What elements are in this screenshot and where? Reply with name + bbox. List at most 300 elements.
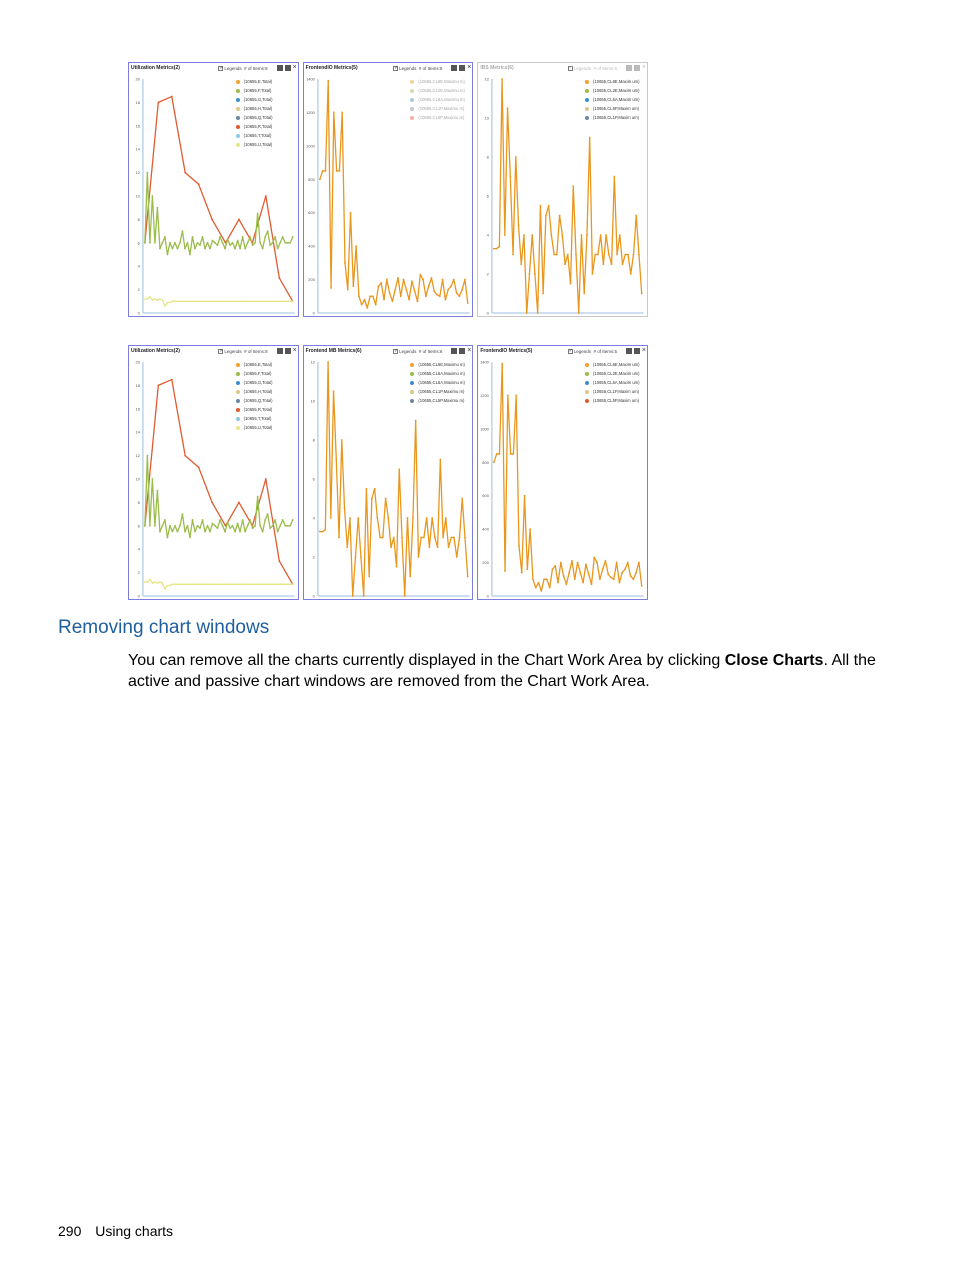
chart-window[interactable] xyxy=(477,62,648,317)
data-point xyxy=(159,298,161,300)
legend-item[interactable] xyxy=(410,371,470,376)
data-point xyxy=(425,295,427,297)
data-point xyxy=(197,583,199,585)
legend-marker-icon xyxy=(236,107,240,111)
data-point xyxy=(217,244,219,246)
data-point xyxy=(436,546,438,548)
data-point xyxy=(455,292,457,294)
legend-item[interactable] xyxy=(585,389,645,394)
legend-item[interactable] xyxy=(585,380,645,385)
data-point xyxy=(289,525,291,527)
legend-item[interactable] xyxy=(236,416,296,421)
data-point xyxy=(207,525,209,527)
data-point xyxy=(622,263,624,265)
legend-item[interactable] xyxy=(585,398,645,403)
legend-label: (10655,CL6A,Maximu m) xyxy=(418,380,465,385)
data-point xyxy=(384,498,386,500)
data-point xyxy=(182,230,184,232)
data-point xyxy=(244,248,246,250)
data-point xyxy=(169,242,171,244)
legend-marker-icon xyxy=(236,143,240,147)
chart-window[interactable] xyxy=(128,62,299,317)
legend-label: (10655,CL6A,Maxim um) xyxy=(593,380,640,385)
close-icon[interactable]: × xyxy=(467,347,472,354)
data-point xyxy=(527,568,529,570)
export-icon[interactable] xyxy=(285,348,291,354)
data-point xyxy=(224,531,226,533)
data-point xyxy=(252,300,254,302)
data-point xyxy=(237,523,239,525)
data-point xyxy=(369,295,371,297)
legend-item[interactable] xyxy=(410,97,470,102)
data-point xyxy=(376,517,378,519)
legend-item[interactable] xyxy=(236,106,296,111)
data-point xyxy=(224,248,226,250)
data-point xyxy=(597,254,599,256)
data-point xyxy=(252,583,254,585)
data-point xyxy=(636,572,638,574)
data-point xyxy=(204,531,206,533)
data-point xyxy=(207,242,209,244)
data-point xyxy=(174,300,176,302)
data-point xyxy=(292,236,294,238)
legend-item[interactable] xyxy=(585,88,645,93)
legend-item[interactable] xyxy=(410,398,470,403)
data-point xyxy=(343,507,345,509)
chart-window[interactable] xyxy=(128,345,299,600)
legend-item[interactable] xyxy=(236,371,296,376)
data-point xyxy=(237,583,239,585)
data-point xyxy=(493,461,495,463)
chart-window-title: Utilization Metrics(2) xyxy=(131,65,180,71)
data-point xyxy=(411,280,413,282)
data-point xyxy=(171,379,173,381)
close-icon[interactable]: × xyxy=(641,64,647,71)
data-point xyxy=(354,556,356,558)
chart-window-title: FrontendIO Metrics(5) xyxy=(305,65,358,71)
data-point xyxy=(597,562,599,564)
legend-marker-icon xyxy=(410,372,414,376)
legends-checkbox[interactable] xyxy=(568,348,591,355)
legend-label: (10655,CL5P,Maximu m) xyxy=(418,398,465,403)
legends-checkbox[interactable] xyxy=(218,348,241,355)
data-point xyxy=(217,583,219,585)
legend-label: (10655,CL5P,Maxim um) xyxy=(593,398,640,403)
data-point xyxy=(504,234,506,236)
legend-marker-icon xyxy=(236,363,240,367)
data-point xyxy=(259,583,261,585)
data-point xyxy=(238,502,240,504)
legend-item[interactable] xyxy=(410,106,470,111)
legend-item[interactable] xyxy=(410,362,470,367)
data-point xyxy=(570,283,572,285)
data-point xyxy=(360,556,362,558)
legends-checkbox[interactable] xyxy=(393,65,416,72)
legend-marker-icon xyxy=(585,372,589,376)
legend-item[interactable] xyxy=(236,133,296,138)
data-point xyxy=(239,531,241,533)
data-point xyxy=(144,525,146,527)
data-point xyxy=(453,537,455,539)
data-point xyxy=(265,478,267,480)
chart-window-titlebar[interactable] xyxy=(478,346,647,357)
close-icon[interactable]: × xyxy=(467,64,472,71)
close-icon[interactable]: × xyxy=(292,347,297,354)
y-tick-label: 14 xyxy=(135,146,140,152)
data-point xyxy=(197,300,199,302)
data-point xyxy=(619,582,621,584)
legend-item[interactable] xyxy=(236,407,296,412)
legend-marker-icon xyxy=(410,399,414,403)
data-point xyxy=(277,583,279,585)
data-point xyxy=(239,300,241,302)
data-point xyxy=(544,578,546,580)
data-point xyxy=(227,238,229,240)
export-icon[interactable] xyxy=(634,348,640,354)
chart-window-titlebar[interactable] xyxy=(129,346,298,357)
data-point xyxy=(379,537,381,539)
data-point xyxy=(198,183,200,185)
data-point xyxy=(466,302,468,304)
data-point xyxy=(502,363,504,365)
chart-window-titlebar[interactable] xyxy=(304,63,473,74)
chart-window[interactable] xyxy=(303,62,474,317)
data-point xyxy=(346,546,348,548)
data-point xyxy=(227,521,229,523)
legend-marker-icon xyxy=(236,399,240,403)
data-point xyxy=(442,537,444,539)
data-point xyxy=(499,453,501,455)
data-point xyxy=(154,242,156,244)
legend-item[interactable] xyxy=(236,380,296,385)
legend-item[interactable] xyxy=(236,425,296,430)
data-point xyxy=(398,468,400,470)
data-point xyxy=(259,525,261,527)
data-point xyxy=(189,300,191,302)
data-point xyxy=(584,293,586,295)
data-point xyxy=(234,300,236,302)
data-point xyxy=(532,578,534,580)
data-point xyxy=(613,578,615,580)
legend-item[interactable] xyxy=(236,88,296,93)
legend-marker-icon xyxy=(410,89,414,93)
body-text-before: You can remove all the charts currently displayed in the Chart Work Area by clicking xyxy=(128,652,725,669)
save-icon[interactable] xyxy=(626,65,632,71)
data-point xyxy=(177,248,179,250)
data-point xyxy=(214,583,216,585)
data-point xyxy=(234,583,236,585)
data-point xyxy=(349,212,351,214)
data-point xyxy=(269,300,271,302)
data-point xyxy=(189,254,191,256)
legend-marker-icon xyxy=(236,372,240,376)
legend-item[interactable] xyxy=(236,115,296,120)
data-point xyxy=(277,300,279,302)
data-point xyxy=(595,254,597,256)
legend-label: (10655,U,Total) xyxy=(243,142,273,147)
data-point xyxy=(516,395,518,397)
data-point xyxy=(164,588,166,590)
data-point xyxy=(401,537,403,539)
chart-window-titlebar[interactable] xyxy=(129,63,298,74)
y-tick-label: 12 xyxy=(484,76,490,82)
data-point xyxy=(184,531,186,533)
data-point xyxy=(510,453,512,455)
legend-item[interactable] xyxy=(410,79,470,84)
y-tick-label: 18 xyxy=(135,382,140,388)
data-point xyxy=(209,248,211,250)
y-tick-label: 0 xyxy=(487,593,490,599)
data-point xyxy=(510,176,512,178)
data-point xyxy=(496,453,498,455)
data-point xyxy=(222,525,224,527)
data-point xyxy=(371,498,373,500)
legend-marker-icon xyxy=(236,426,240,430)
export-icon[interactable] xyxy=(634,65,640,71)
data-point xyxy=(187,525,189,527)
save-icon[interactable] xyxy=(451,348,457,354)
data-point xyxy=(588,573,590,575)
save-icon[interactable] xyxy=(626,348,632,354)
data-point xyxy=(279,300,281,302)
data-point xyxy=(172,531,174,533)
data-point xyxy=(149,242,151,244)
data-point xyxy=(144,298,146,300)
data-point xyxy=(267,583,269,585)
data-point xyxy=(436,294,438,296)
chart-window-title: IBS Metrics(6) xyxy=(480,65,514,71)
legends-label: Legends xyxy=(399,349,417,354)
data-point xyxy=(172,583,174,585)
save-icon[interactable] xyxy=(451,65,457,71)
data-point xyxy=(630,273,632,275)
legend-item[interactable] xyxy=(585,362,645,367)
legend-marker-icon xyxy=(585,390,589,394)
chart-work-area-screenshot-bottom xyxy=(128,345,648,600)
data-point xyxy=(202,236,204,238)
data-point xyxy=(272,242,274,244)
close-icon[interactable]: × xyxy=(292,64,297,71)
data-point xyxy=(560,562,562,564)
data-point xyxy=(211,219,213,221)
data-point xyxy=(238,219,240,221)
legend-item[interactable] xyxy=(236,362,296,367)
data-point xyxy=(423,537,425,539)
data-point xyxy=(441,279,443,281)
data-point xyxy=(227,583,229,585)
data-point xyxy=(600,234,602,236)
export-icon[interactable] xyxy=(285,65,291,71)
data-point xyxy=(523,234,525,236)
data-point xyxy=(282,583,284,585)
data-point xyxy=(234,531,236,533)
data-point xyxy=(461,498,463,500)
legend-item[interactable] xyxy=(236,142,296,147)
data-point xyxy=(257,583,259,585)
legends-checkbox[interactable] xyxy=(393,348,416,355)
data-point xyxy=(380,282,382,284)
data-point xyxy=(569,572,571,574)
data-point xyxy=(209,583,211,585)
data-point xyxy=(633,578,635,580)
page-number: 290 xyxy=(58,1223,82,1239)
data-point xyxy=(386,279,388,281)
legend-item[interactable] xyxy=(585,106,645,111)
data-point xyxy=(546,578,548,580)
data-point xyxy=(507,107,509,109)
save-icon[interactable] xyxy=(277,348,283,354)
y-tick-label: 1200 xyxy=(480,392,490,398)
data-point xyxy=(274,583,276,585)
data-point xyxy=(212,523,214,525)
data-point xyxy=(575,254,577,256)
data-point xyxy=(199,300,201,302)
y-tick-label: 4 xyxy=(312,515,315,521)
data-point xyxy=(179,242,181,244)
legend-marker-icon xyxy=(236,89,240,93)
data-point xyxy=(207,300,209,302)
export-icon[interactable] xyxy=(459,348,465,354)
data-point xyxy=(229,244,231,246)
legend-item[interactable] xyxy=(410,115,470,120)
data-point xyxy=(222,583,224,585)
data-point xyxy=(264,300,266,302)
data-point xyxy=(521,572,523,574)
legend-item[interactable] xyxy=(236,124,296,129)
data-point xyxy=(365,488,367,490)
data-point xyxy=(362,595,364,597)
legend-marker-icon xyxy=(236,80,240,84)
data-point xyxy=(174,242,176,244)
data-point xyxy=(551,234,553,236)
legends-checkbox[interactable] xyxy=(568,65,591,72)
chart-window-titlebar[interactable] xyxy=(304,346,473,357)
legend-item[interactable] xyxy=(410,389,470,394)
legend-marker-icon xyxy=(236,134,240,138)
data-point xyxy=(157,101,159,103)
data-point xyxy=(327,80,329,82)
legend-item[interactable] xyxy=(585,79,645,84)
data-point xyxy=(594,557,596,559)
chart-window[interactable] xyxy=(477,345,648,600)
data-point xyxy=(272,583,274,585)
export-icon[interactable] xyxy=(459,65,465,71)
y-tick-label: 20 xyxy=(135,359,140,365)
legend-item[interactable] xyxy=(585,371,645,376)
legend-item[interactable] xyxy=(410,88,470,93)
data-point xyxy=(159,248,161,250)
y-tick-label: 16 xyxy=(135,406,140,412)
data-point xyxy=(502,78,504,80)
data-point xyxy=(265,195,267,197)
legend-marker-icon xyxy=(410,116,414,120)
data-point xyxy=(603,263,605,265)
chart-work-area-screenshot-top xyxy=(128,62,648,317)
data-point xyxy=(619,234,621,236)
data-point xyxy=(239,583,241,585)
y-tick-label: 6 xyxy=(137,523,140,529)
data-point xyxy=(267,300,269,302)
data-point xyxy=(267,513,269,515)
data-point xyxy=(450,537,452,539)
data-point xyxy=(390,546,392,548)
legend-marker-icon xyxy=(585,80,589,84)
items-count: # of Items:5 xyxy=(593,349,618,354)
data-point xyxy=(332,390,334,392)
legend-item[interactable] xyxy=(585,115,645,120)
legend-item[interactable] xyxy=(236,398,296,403)
legend-label: (10655,CL6A,Maxim um) xyxy=(593,97,640,102)
data-point xyxy=(611,263,613,265)
data-point xyxy=(580,572,582,574)
data-point xyxy=(254,583,256,585)
legend-label: (10655,H,Total) xyxy=(243,389,273,394)
data-point xyxy=(284,242,286,244)
data-point xyxy=(272,525,274,527)
data-point xyxy=(262,583,264,585)
legend-label: (10655,CL6A,Maximu m) xyxy=(418,97,465,102)
data-point xyxy=(194,583,196,585)
save-icon[interactable] xyxy=(277,65,283,71)
legend-item[interactable] xyxy=(585,97,645,102)
items-count: # of Items:8 xyxy=(244,349,268,354)
data-point xyxy=(433,290,435,292)
data-point xyxy=(242,236,244,238)
data-point xyxy=(363,299,365,301)
data-point xyxy=(439,295,441,297)
data-point xyxy=(402,279,404,281)
data-point xyxy=(321,170,323,172)
legend-item[interactable] xyxy=(236,79,296,84)
data-point xyxy=(179,300,181,302)
y-tick-label: 12 xyxy=(135,453,140,459)
y-tick-label: 16 xyxy=(135,123,140,129)
data-point xyxy=(209,531,211,533)
legends-label: Legends xyxy=(399,66,417,71)
data-point xyxy=(229,583,231,585)
y-tick-label: 4 xyxy=(487,232,490,238)
legend-item[interactable] xyxy=(410,380,470,385)
data-point xyxy=(434,537,436,539)
data-point xyxy=(422,279,424,281)
data-point xyxy=(179,525,181,527)
chart-window-titlebar[interactable] xyxy=(478,63,647,74)
legend-label: (10655,G,Total) xyxy=(243,380,273,385)
data-point xyxy=(234,248,236,250)
data-point xyxy=(179,583,181,585)
legends-checkbox[interactable] xyxy=(218,65,241,72)
data-point xyxy=(344,262,346,264)
legend-item[interactable] xyxy=(236,389,296,394)
data-point xyxy=(518,224,520,226)
data-point xyxy=(287,583,289,585)
legend-item[interactable] xyxy=(236,97,296,102)
checkmark-icon: ✓ xyxy=(568,65,573,72)
data-point xyxy=(625,254,627,256)
y-tick-label: 800 xyxy=(482,459,490,465)
y-tick-label: 4 xyxy=(137,263,140,269)
data-point xyxy=(146,455,148,457)
data-point xyxy=(292,300,294,302)
chart-window[interactable] xyxy=(303,345,474,600)
legend-label: (10655,E,Total) xyxy=(243,79,273,84)
data-point xyxy=(232,300,234,302)
close-icon[interactable]: × xyxy=(641,347,647,354)
data-point xyxy=(566,583,568,585)
data-point xyxy=(571,560,573,562)
data-point xyxy=(182,513,184,515)
data-point xyxy=(397,277,399,279)
